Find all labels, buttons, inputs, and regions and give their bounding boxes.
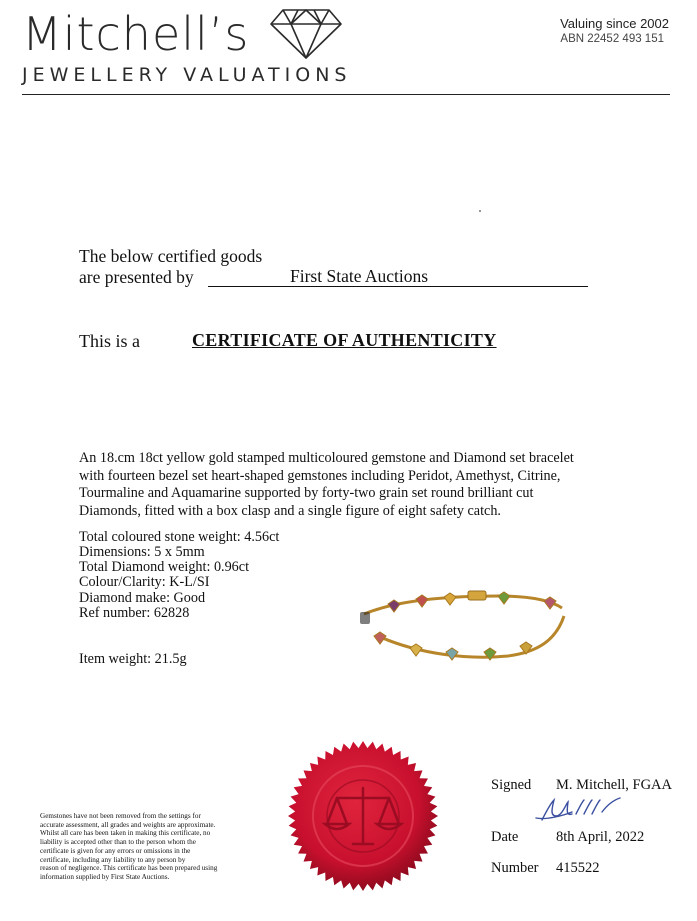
description-line: with fourteen bezel set heart-shaped gemstones including Peridot, Amethyst, Citrine, xyxy=(79,467,561,484)
presenter-name: First State Auctions xyxy=(290,266,429,286)
disclaimer-line: liability is accepted other than to the person whom the xyxy=(40,838,196,847)
disclaimer-line: Whilst all care has been taken in making this certificate, no xyxy=(40,829,211,838)
description-line: Tourmaline and Aquamarine supported by forty-two grain set round brilliant cut xyxy=(79,485,534,501)
spec-stone-weight: Total coloured stone weight: 4.56ct xyxy=(79,529,280,545)
spec-diamond-weight: Total Diamond weight: 0.96ct xyxy=(79,559,250,575)
certificate-title: CERTIFICATE OF AUTHENTICITY xyxy=(192,330,497,350)
diamond-logo-icon xyxy=(269,4,343,60)
date-label: Date xyxy=(491,829,519,845)
valuing-since: Valuing since 2002 xyxy=(560,16,669,31)
spec-item-weight: Item weight: 21.5g xyxy=(79,651,187,667)
disclaimer-line: information supplied by First State Auctions. xyxy=(40,872,170,881)
spec-diamond-make: Diamond make: Good xyxy=(79,590,206,606)
intro-line-1: The below certified goods xyxy=(79,246,263,266)
wax-seal-scales-icon xyxy=(287,740,439,892)
spec-ref-number: Ref number: 62828 xyxy=(79,605,190,621)
spec-colour-clarity: Colour/Clarity: K-L/SI xyxy=(79,574,210,590)
abn-number: ABN 22452 493 151 xyxy=(560,33,664,45)
date-value: 8th April, 2022 xyxy=(556,829,645,845)
number-value: 415522 xyxy=(556,860,600,876)
description-line: Diamonds, fitted with a box clasp and a single figure of eight safety catch. xyxy=(79,502,501,519)
disclaimer-line: reason of negligence. This certificate has been prepared using xyxy=(40,864,218,873)
signature xyxy=(532,794,624,824)
signed-label: Signed xyxy=(491,777,532,793)
disclaimer-line: Gemstones have not been removed from the settings for xyxy=(40,812,201,820)
disclaimer-line: certificate is given for any errors or omissions in the xyxy=(40,846,191,855)
item-description xyxy=(79,450,599,520)
signed-value: M. Mitchell, FGAA xyxy=(556,777,672,793)
speck xyxy=(479,210,481,212)
disclaimer xyxy=(40,812,258,882)
presenter-field xyxy=(208,265,588,287)
intro-line-2: are presented by xyxy=(79,267,194,287)
bracelet-photo xyxy=(358,586,568,666)
brand-subtitle: JEWELLERY VALUATIONS xyxy=(22,64,352,86)
description-line: An 18.cm 18ct yellow gold stamped multicoloured gemstone and Diamond set bracelet xyxy=(79,450,574,466)
brand-name: Mitchell’s xyxy=(22,7,250,61)
disclaimer-line: certificate, including any liability to any person by xyxy=(40,855,186,864)
spec-dimensions: Dimensions: 5 x 5mm xyxy=(79,544,205,560)
header-divider xyxy=(22,94,670,95)
this-is-a-label: This is a xyxy=(79,331,140,351)
disclaimer-line: accurate assessment, all grades and weights are approximate. xyxy=(40,820,216,829)
number-label: Number xyxy=(491,860,539,876)
